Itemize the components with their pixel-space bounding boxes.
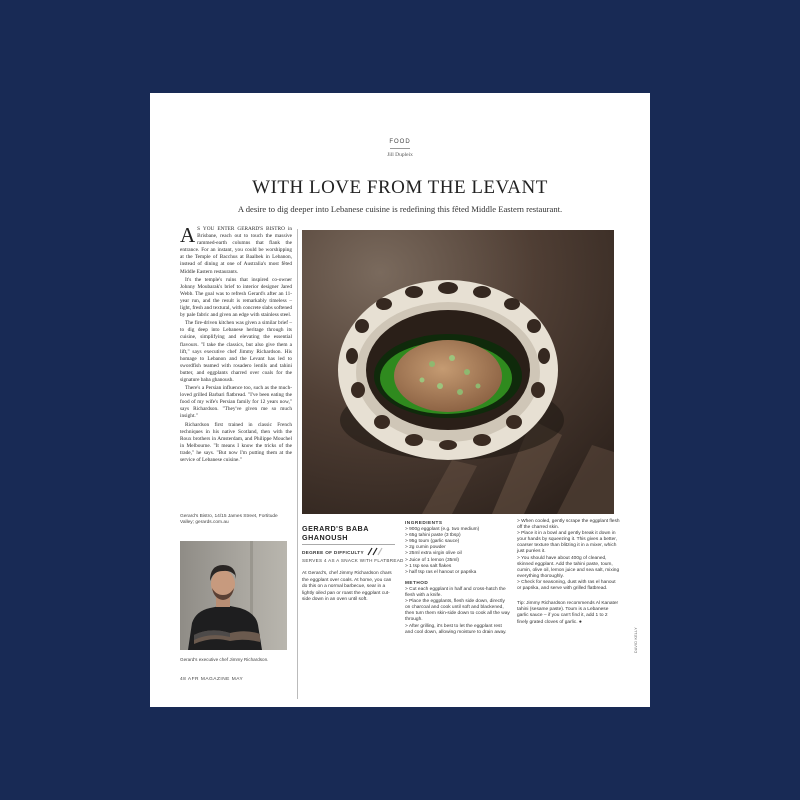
article-paragraph: Richardson first trained in classic French techniques in his native Scotland, then with the Roux brothers in Amsterdam, and Philippe Mouchel in Melbourne. "It means I know the tricks of the trade," he says. "But now I'm putting them at the service of Lebanese cuisine.": [180, 421, 292, 463]
method-step: > Place the eggplants, flesh side down, directly on charcoal and cook until soft and blackened, then turn them skin-side down to cook all the way through.: [405, 599, 510, 623]
portrait-caption: Gerard's executive chef Jimmy Richardson.: [180, 657, 269, 662]
photo-credit: DAVID KELLY: [634, 627, 638, 653]
chef-portrait: [180, 541, 287, 650]
method-continued-column: [517, 519, 620, 627]
end-mark: ●: [578, 619, 582, 626]
dish-photo: [302, 230, 614, 514]
magazine-page: [150, 93, 650, 707]
method-step: > Check for seasoning, dust with ras el hanout or paprika, and serve with grilled flatbread.: [517, 579, 616, 592]
ingredient-item: > 25ml extra virgin olive oil: [405, 551, 462, 557]
method-heading: METHOD: [405, 579, 429, 585]
method-step: > You should have about 400g of cleaned, skinned eggplant. Add the tahini paste, toum, cumin, olive oil, lemon juice and sea salt, mixing everything thoroughly.: [517, 555, 620, 579]
headline: WITH LOVE FROM THE LEVANT: [252, 177, 548, 198]
standfirst: A desire to dig deeper into Lebanese cuisine is redefining this fêted Middle Eastern restaurant.: [237, 204, 563, 214]
method-step: > When cooled, gently scrape the eggplant flesh off the charred skin.: [517, 519, 620, 531]
recipe-tip: [517, 601, 620, 626]
article-paragraph-text: S YOU ENTER GERARD'S BISTRO in Brisbane, reach out to touch the massive rammed-earth columns that flank the entrance. For an instant, you could be worshipping at the Temple of Bacchus at Baalbek in Lebanon, instead of dining at one of Australia's most fêted Middle Eastern restaurants.: [180, 226, 292, 275]
article-paragraph: The fire-driven kitchen was given a similar brief – to dig deep into Lebanese heritage through its cuisine, simplifying and elevating the essential flavours. "I take the classics, but also give them a lift," says executive chef Jimmy Richardson. His homage to Lebanon and the Levant has led to swordfish teamed with rosadero lentils and tahini butter, and eggplants charred over coals for the signature baba ghanoush.: [180, 320, 292, 383]
section-label: FOOD: [389, 139, 411, 145]
serves-label: SERVES 4 AS A SNACK WITH FLATBREAD: [302, 558, 404, 563]
ingredient-item: > Juice of 1 lemon (35ml): [405, 557, 459, 563]
recipe-intro: At Gerard's, chef Jimmy Richardson chars the eggplant over coals. At home, you can do this on a normal barbecue, sear in a lightly oiled pan or roast the eggplant cut-side down in an oven until soft.: [302, 571, 392, 603]
ingredient-item: > 2g cumin powder: [405, 545, 446, 551]
drop-cap: A: [180, 223, 196, 247]
article-paragraph: There's a Persian influence too, such as the much-loved grilled Barbari flatbread. "I've been eating the food of my wife's Persian family for 12 years now," says Richardson. "They've given me so much insight.": [180, 385, 292, 420]
ingredient-item: > 900g eggplant (e.g. two medium): [405, 527, 480, 533]
difficulty-label: DEGREE OF DIFFICULTY: [302, 550, 364, 555]
ingredients-heading: INGREDIENTS: [405, 520, 443, 525]
recipe-title: GERARD'S BABA GHANOUSH: [302, 524, 369, 542]
ingredient-item: > 1 tsp sea salt flakes: [405, 563, 452, 569]
ingredients-column: [405, 520, 510, 636]
knife-icon: [368, 548, 372, 555]
method-step: > Place it in a bowl and gently break it down in your hands by squeezing it. This gives a better, coarser texture than blitzing it in a mixer, which just purées it.: [517, 531, 617, 555]
article-paragraph: It's the temple's ruins that inspired co-owner Johnny Moubarak's brief to interior designer Jared Webb. The goal was to refresh Gerard's after an 11-year run, and the result is remarkably timeless – light, fresh and textural, with concrete slabs softened by pale fabric and given an edge with stainless steel.: [180, 276, 292, 319]
difficulty-knife-icons: [366, 547, 386, 556]
baba-ghanoush-bowl-image: [302, 230, 614, 514]
article-paragraph: [180, 223, 292, 276]
ingredient-item: > half tsp ras el hanout or paprika: [405, 569, 477, 575]
byline: Jill Dupleix: [387, 152, 413, 158]
section-rule: [390, 148, 410, 149]
recipe-tip-text: Tip: Jimmy Richardson recommends Al Kanater tahini (sesame paste). Toum is a Lebanese garlic sauce – if you can't find it, add 1 to 2 finely grated cloves of garlic.: [517, 601, 619, 626]
ingredient-item: > 65g tahini paste (3 tbsp): [405, 533, 461, 539]
ingredient-item: > 95g toum (garlic sauce): [405, 539, 460, 545]
article-body: [180, 223, 292, 465]
method-step: > After grilling, it's best to let the eggplant rest and cool down, allowing moisture to drain away.: [405, 623, 507, 635]
chef-portrait-image: [180, 541, 287, 650]
knife-icon: [373, 548, 377, 555]
recipe-rule: [302, 544, 395, 545]
knife-icon: [378, 548, 382, 555]
column-divider: [297, 229, 298, 699]
page-folio: 48 AFR MAGAZINE MAY: [180, 677, 244, 682]
method-step: > Cut each eggplant in half and cross-hatch the flesh with a knife.: [405, 586, 506, 599]
restaurant-address: Gerard's Bistro, 14/15 James Street, Fortitude Valley; gerards.com.au: [180, 514, 278, 526]
